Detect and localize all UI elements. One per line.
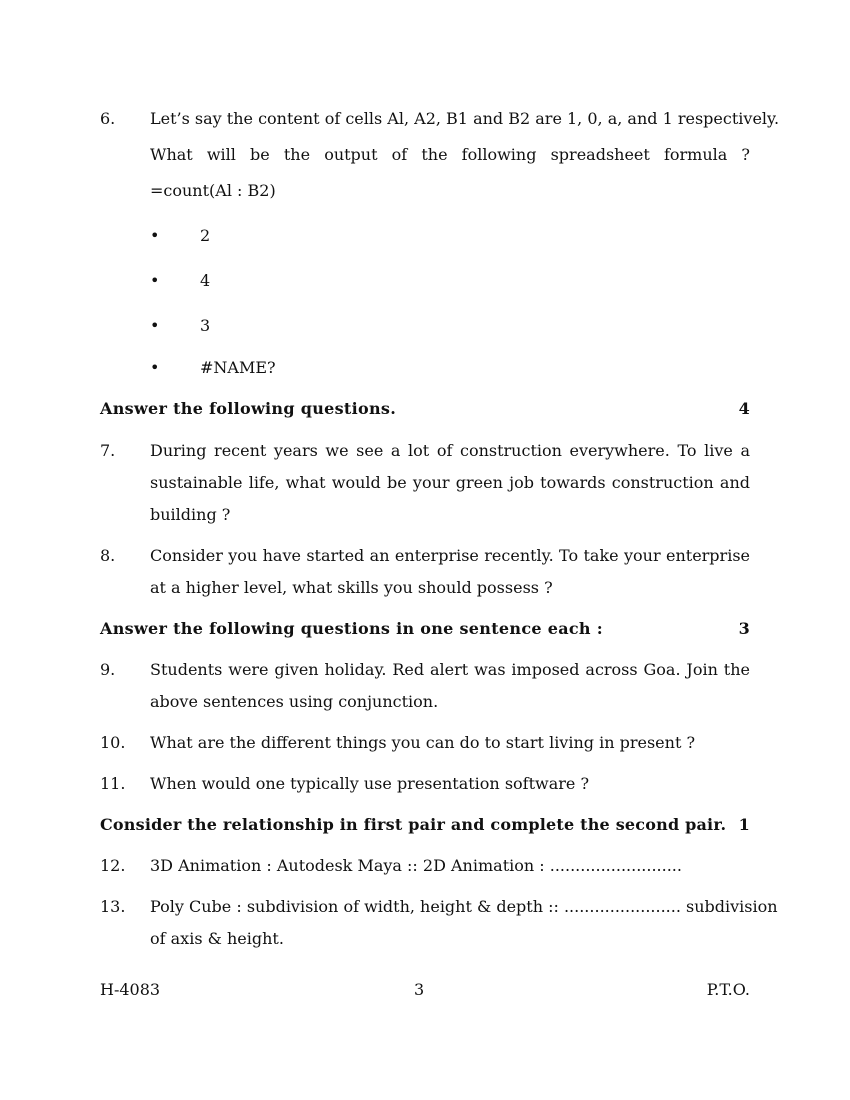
- option-item: #NAME?: [200, 358, 276, 377]
- question-number: 11.: [100, 774, 126, 793]
- question-text-line: at a higher level, what skills you should possess ?: [150, 578, 553, 597]
- option-item: 4: [200, 271, 211, 290]
- please-turn-over: P.T.O.: [706, 980, 750, 999]
- question-number: 12.: [100, 856, 126, 875]
- question-text-line: above sentences using conjunction.: [150, 692, 439, 711]
- question-text-line: During recent years we see a lot of construction everywhere. To live a: [150, 441, 750, 460]
- page-number: 3: [414, 980, 425, 999]
- bullet-icon: •: [150, 271, 160, 290]
- question-text-line: of axis & height.: [150, 929, 284, 948]
- section-heading-text: Answer the following questions.: [100, 399, 397, 418]
- question-text-line: Poly Cube : subdivision of width, height & depth :: ....................... subdivision: [150, 897, 778, 916]
- question-text-line: Let’s say the content of cells Al, A2, B1 and B2 are 1, 0, a, and 1 respectively.: [150, 109, 780, 128]
- section-heading: [100, 619, 750, 638]
- paper-code: H-4083: [100, 980, 161, 999]
- section-marks: 4: [738, 399, 750, 418]
- section-heading-text: Answer the following questions in one sentence each :: [100, 619, 603, 638]
- section-heading-text: Consider the relationship in first pair and complete the second pair.: [100, 815, 727, 834]
- question-number: 13.: [100, 897, 126, 916]
- bullet-icon: •: [150, 226, 160, 245]
- question-number: 8.: [100, 546, 116, 565]
- question-number: 9.: [100, 660, 116, 679]
- section-marks: 1: [738, 815, 750, 834]
- question-text-line: Students were given holiday. Red alert was imposed across Goa. Join the: [150, 660, 750, 679]
- question-text-line: What will be the output of the following spreadsheet formula ?: [150, 145, 750, 164]
- question-number: 7.: [100, 441, 116, 460]
- question-text-line: sustainable life, what would be your green job towards construction and: [150, 473, 750, 492]
- question-number: 6.: [100, 109, 116, 128]
- section-heading: [100, 815, 750, 834]
- bullet-icon: •: [150, 358, 160, 377]
- section-marks: 3: [738, 619, 750, 638]
- question-text-line: What are the different things you can do to start living in present ?: [150, 733, 696, 752]
- question-number: 10.: [100, 733, 126, 752]
- formula-text: =count(Al : B2): [150, 181, 276, 200]
- question-text-line: When would one typically use presentation software ?: [150, 774, 590, 793]
- section-heading: [100, 399, 750, 418]
- option-item: 2: [200, 226, 211, 245]
- question-text-line: Consider you have started an enterprise recently. To take your enterprise: [150, 546, 750, 565]
- question-text-line: building ?: [150, 505, 231, 524]
- option-item: 3: [200, 316, 211, 335]
- bullet-icon: •: [150, 316, 160, 335]
- question-text-line: 3D Animation : Autodesk Maya :: 2D Animation : ..........................: [150, 856, 682, 875]
